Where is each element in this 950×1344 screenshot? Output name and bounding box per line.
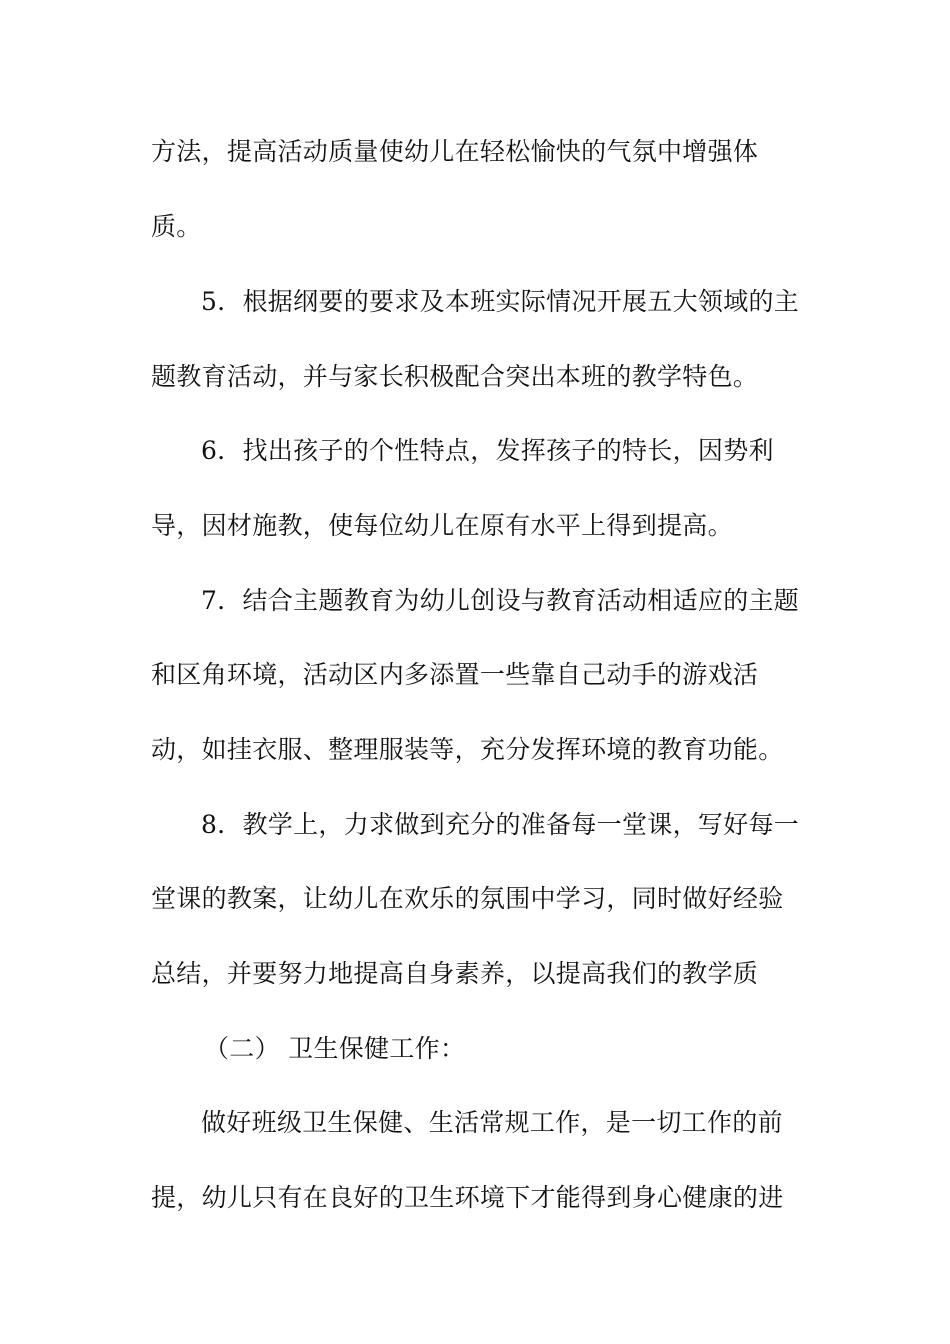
list-item-8-line: 堂课的教案，让幼儿在欢乐的氛围中学习，同时做好经验 <box>151 884 784 913</box>
list-item-5-line: 题教育活动，并与家长积极配合突出本班的教学特色。 <box>151 362 759 391</box>
list-item-5-line: 5．根据纲要的要求及本班实际情况开展五大领域的主 <box>201 287 800 316</box>
section-heading: （二） 卫生保健工作： <box>204 1034 466 1063</box>
list-item-8-line: 8．教学上，力求做到充分的准备每一堂课，写好每一 <box>201 810 800 839</box>
paragraph-line: 做好班级卫生保健、生活常规工作，是一切工作的前 <box>201 1108 783 1137</box>
list-item-7-line: 动，如挂衣服、整理服装等，充分发挥环境的教育功能。 <box>151 735 784 764</box>
paragraph-line: 质。 <box>151 212 202 241</box>
list-item-7-line: 和区角环境，活动区内多添置一些靠自己动手的游戏活 <box>151 660 759 689</box>
list-item-7-line: 7．结合主题教育为幼儿创设与教育活动相适应的主题 <box>201 586 800 615</box>
list-item-6-line: 6．找出孩子的个性特点，发挥孩子的特长，因势利 <box>201 436 774 465</box>
paragraph-line: 提，幼儿只有在良好的卫生环境下才能得到身心健康的进 <box>151 1183 784 1212</box>
paragraph-line: 方法，提高活动质量使幼儿在轻松愉快的气氛中增强体 <box>151 137 759 166</box>
list-item-8-line: 总结，并要努力地提高自身素养，以提高我们的教学质 <box>151 959 759 988</box>
list-item-6-line: 导，因材施教，使每位幼儿在原有水平上得到提高。 <box>151 511 733 540</box>
